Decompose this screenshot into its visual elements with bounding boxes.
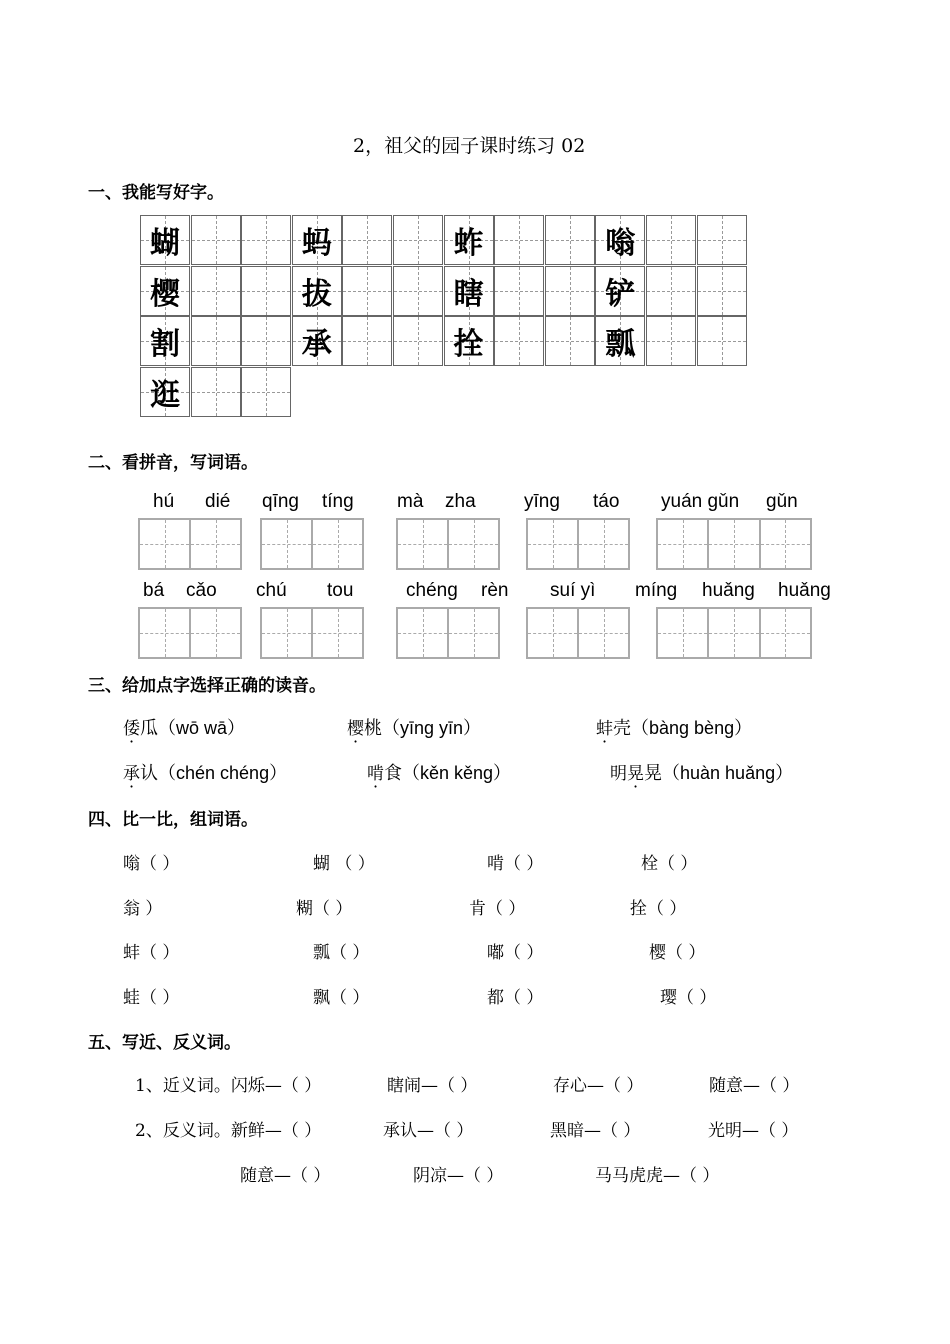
writing-cell[interactable] (494, 266, 544, 316)
answer-cell[interactable] (761, 520, 810, 568)
writing-cell[interactable] (393, 215, 443, 265)
writing-cell[interactable] (292, 266, 342, 316)
pinyin-label: mà (397, 491, 424, 512)
word-pair-item[interactable]: 2、反义词。新鲜—（ ） (135, 1121, 322, 1141)
writing-cell[interactable] (140, 367, 190, 417)
word-pair-item[interactable]: 黑暗—（ ） (550, 1121, 641, 1141)
compare-item[interactable]: 翁 ） (123, 898, 163, 919)
reading-options[interactable]: 食（kěn kěng） (384, 763, 512, 783)
answer-cell[interactable] (398, 520, 449, 568)
answer-cell[interactable] (658, 520, 709, 568)
pinyin-label: suí yì (550, 580, 596, 601)
pinyin-label: zha (445, 491, 476, 512)
answer-cell[interactable] (313, 520, 362, 568)
pinyin-label: gǔn (766, 491, 798, 512)
pinyin-label: hú (153, 491, 175, 512)
compare-item[interactable]: 飘（ ） (313, 987, 370, 1008)
writing-cell[interactable] (241, 215, 291, 265)
word-pair-item[interactable]: 马马虎虎—（ ） (595, 1166, 720, 1186)
reading-item (367, 759, 511, 785)
word-pair-item[interactable]: 阴凉—（ ） (413, 1166, 504, 1186)
reading-item (610, 759, 793, 785)
pinyin-answer-box[interactable] (138, 518, 242, 570)
word-pair-item[interactable]: 瞎闹—（ ） (387, 1076, 478, 1096)
writing-cell[interactable] (342, 316, 392, 366)
section-2-heading: 二、看拼音，写词语。 (88, 453, 258, 473)
pinyin-answer-box[interactable] (260, 518, 364, 570)
pinyin-label: rèn (481, 580, 509, 601)
answer-cell[interactable] (191, 520, 240, 568)
page-title: 2，祖父的园子课时练习 02 (353, 135, 586, 157)
writing-char: 拔 (301, 276, 332, 312)
writing-cell[interactable] (494, 215, 544, 265)
reading-item (123, 714, 245, 740)
writing-cell[interactable] (697, 215, 747, 265)
answer-cell[interactable] (528, 609, 579, 657)
pinyin-answer-box[interactable] (138, 607, 242, 659)
answer-cell[interactable] (528, 520, 579, 568)
writing-char: 逛 (150, 377, 180, 413)
reading-options[interactable]: 晃（huàn huǎng） (644, 763, 794, 783)
pinyin-label: huǎng (702, 580, 755, 601)
reading-item (347, 714, 481, 740)
pinyin-label: chéng (406, 580, 458, 601)
writing-cell[interactable] (292, 316, 342, 366)
compare-item[interactable]: 蛙（ ） (123, 987, 180, 1008)
dotted-char: 承 (123, 764, 140, 784)
writing-cell[interactable] (393, 266, 443, 316)
writing-cell[interactable] (545, 266, 595, 316)
reading-options[interactable]: 瓜（wō wā） (140, 718, 246, 738)
compare-item[interactable]: 蝴 （ ） (313, 854, 375, 874)
writing-cell[interactable] (646, 266, 696, 316)
writing-char: 樱 (150, 276, 180, 312)
pinyin-label: tou (327, 580, 354, 601)
reading-options[interactable]: 壳（bàng bèng） (613, 718, 753, 738)
word-pair-item[interactable]: 随意—（ ） (709, 1076, 800, 1096)
writing-cell[interactable] (191, 316, 241, 366)
pinyin-answer-box[interactable] (396, 607, 500, 659)
writing-cell[interactable] (393, 316, 443, 366)
answer-cell[interactable] (449, 609, 498, 657)
section-5-heading: 五、写近、反义词。 (88, 1033, 241, 1053)
pinyin-label: huǎng (778, 580, 831, 601)
compare-item[interactable]: 拴（ ） (630, 898, 687, 919)
writing-cell[interactable] (342, 266, 392, 316)
answer-cell[interactable] (140, 609, 191, 657)
answer-cell[interactable] (761, 609, 810, 657)
word-pair-item[interactable]: 存心—（ ） (553, 1076, 644, 1096)
writing-cell[interactable] (342, 215, 392, 265)
answer-cell[interactable] (140, 520, 191, 568)
pinyin-label: chú (256, 580, 287, 601)
section-1-heading: 一、我能写好字。 (88, 183, 224, 203)
writing-cell[interactable] (444, 266, 494, 316)
pinyin-label: bá (143, 580, 165, 601)
compare-item[interactable]: 瓢（ ） (313, 943, 370, 963)
section-4-heading: 四、比一比，组词语。 (88, 810, 258, 830)
pinyin-label: dié (205, 491, 231, 512)
reading-options[interactable]: 桃（yīng yīn） (364, 718, 482, 738)
section-3-heading: 三、给加点字选择正确的读音。 (88, 676, 326, 696)
dotted-char: 倭 (123, 719, 140, 739)
writing-char: 铲 (605, 276, 636, 312)
answer-cell[interactable] (658, 609, 709, 657)
dotted-char: 晃 (627, 764, 644, 784)
pinyin-label: míng (635, 580, 678, 601)
pinyin-label: táo (593, 491, 620, 512)
writing-cell[interactable] (140, 266, 190, 316)
writing-cell[interactable] (646, 215, 696, 265)
word-pair-item[interactable]: 1、近义词。闪烁—（ ） (135, 1076, 322, 1096)
pinyin-answer-box[interactable] (260, 607, 364, 659)
answer-cell[interactable] (262, 520, 313, 568)
writing-char: 瓢 (605, 327, 636, 362)
writing-cell[interactable] (545, 316, 595, 366)
pinyin-label: yīng (524, 491, 560, 512)
compare-item[interactable]: 糊（ ） (296, 898, 353, 919)
reading-item (596, 714, 752, 740)
writing-cell[interactable] (191, 215, 241, 265)
writing-cell[interactable] (595, 316, 645, 366)
writing-cell[interactable] (595, 215, 645, 265)
compare-item[interactable]: 都（ ） (487, 987, 544, 1008)
compare-item[interactable]: 肯（ ） (469, 898, 526, 919)
reading-prefix: 明 (610, 764, 627, 784)
pinyin-answer-box[interactable] (526, 607, 630, 659)
writing-cell[interactable] (545, 215, 595, 265)
word-pair-item[interactable]: 承认—（ ） (383, 1121, 474, 1141)
reading-options[interactable]: 认（chén chéng） (140, 763, 288, 783)
writing-cell[interactable] (444, 316, 494, 366)
writing-char: 蝴 (150, 226, 180, 261)
dotted-char: 蚌 (596, 719, 613, 739)
word-pair-item[interactable]: 光明—（ ） (708, 1121, 799, 1141)
dotted-char: 啃 (367, 764, 384, 784)
compare-item[interactable]: 栓（ ） (641, 854, 698, 874)
answer-cell[interactable] (579, 609, 628, 657)
word-pair-item[interactable]: 随意—（ ） (240, 1166, 331, 1186)
pinyin-answer-box[interactable] (656, 607, 812, 659)
pinyin-label: qīng (262, 491, 299, 512)
writing-cell[interactable] (241, 367, 291, 417)
writing-cell[interactable] (191, 367, 241, 417)
writing-char: 嗡 (605, 226, 636, 261)
answer-cell[interactable] (579, 520, 628, 568)
pinyin-answer-box[interactable] (526, 518, 630, 570)
pinyin-answer-box[interactable] (396, 518, 500, 570)
dotted-char: 樱 (347, 719, 364, 739)
answer-cell[interactable] (709, 609, 760, 657)
writing-char: 拴 (453, 327, 484, 362)
answer-cell[interactable] (313, 609, 362, 657)
writing-char: 割 (150, 327, 180, 362)
compare-item[interactable]: 璎（ ） (660, 987, 717, 1008)
writing-cell[interactable] (140, 215, 190, 265)
compare-item[interactable]: 嗡（ ） (123, 854, 180, 874)
writing-cell[interactable] (140, 316, 190, 366)
pinyin-answer-box[interactable] (656, 518, 812, 570)
answer-cell[interactable] (262, 609, 313, 657)
compare-item[interactable]: 蚌（ ） (123, 943, 180, 963)
answer-cell[interactable] (449, 520, 498, 568)
writing-cell[interactable] (292, 215, 342, 265)
answer-cell[interactable] (398, 609, 449, 657)
pinyin-label: yuán gǔn (661, 491, 740, 512)
writing-char: 瞎 (453, 276, 484, 312)
writing-char: 蚱 (453, 226, 484, 261)
reading-item (123, 759, 287, 785)
writing-char: 蚂 (301, 226, 332, 261)
compare-item[interactable]: 嘟（ ） (487, 943, 544, 963)
writing-cell[interactable] (697, 266, 747, 316)
writing-cell[interactable] (444, 215, 494, 265)
pinyin-label: tíng (322, 491, 354, 512)
compare-item[interactable]: 啃（ ） (487, 854, 544, 874)
writing-char: 承 (301, 327, 332, 362)
compare-item[interactable]: 樱（ ） (649, 943, 706, 963)
writing-cell[interactable] (697, 316, 747, 366)
writing-cell[interactable] (241, 266, 291, 316)
writing-cell[interactable] (241, 316, 291, 366)
answer-cell[interactable] (191, 609, 240, 657)
writing-cell[interactable] (494, 316, 544, 366)
writing-cell[interactable] (646, 316, 696, 366)
writing-cell[interactable] (191, 266, 241, 316)
answer-cell[interactable] (709, 520, 760, 568)
pinyin-label: cǎo (186, 580, 217, 601)
writing-cell[interactable] (595, 266, 645, 316)
